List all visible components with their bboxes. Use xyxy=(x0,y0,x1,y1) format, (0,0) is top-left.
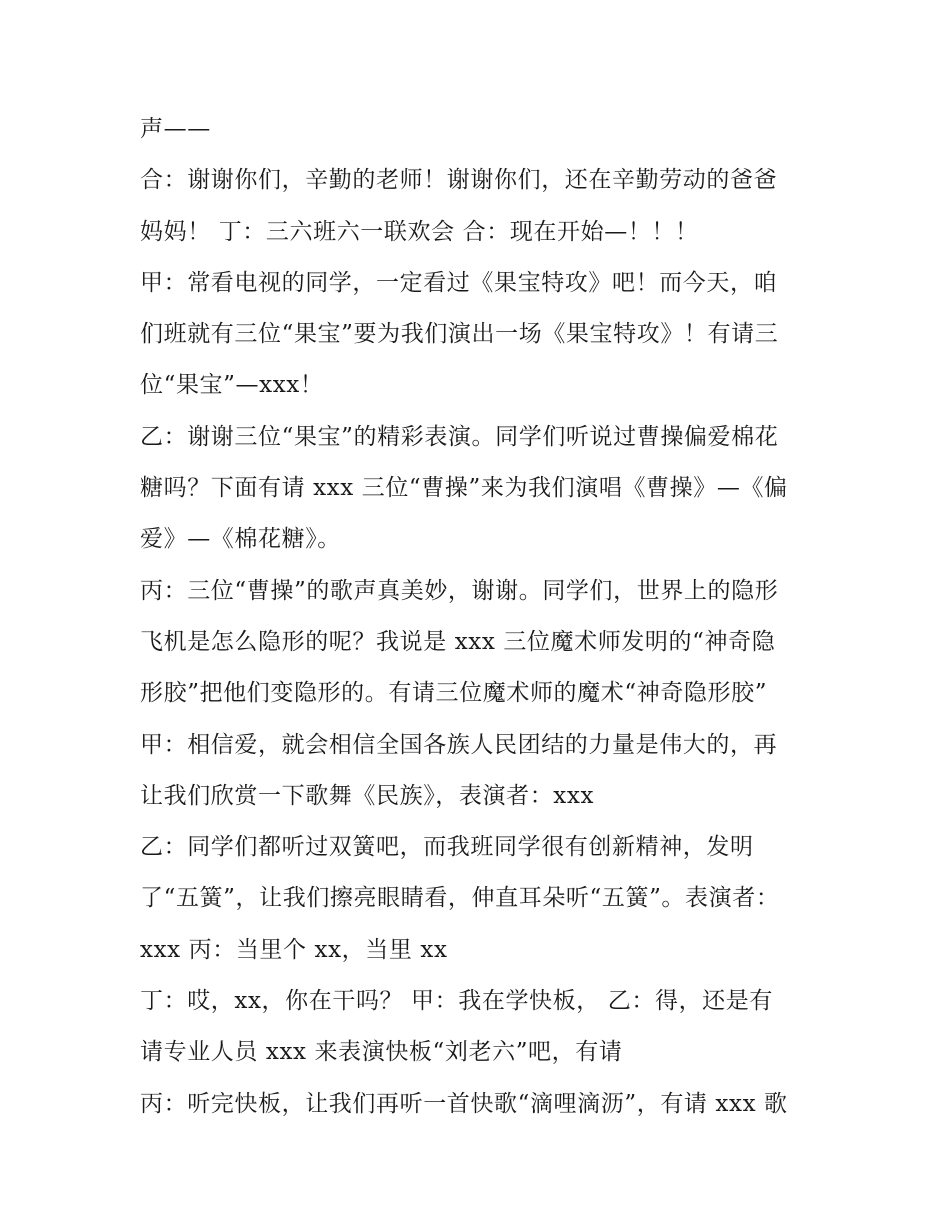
text-line: 爱》—《棉花糖》。 xyxy=(140,526,341,553)
text-line: 们班就有三位“果宝”要为我们演出一场《果宝特攻》！有请三 xyxy=(140,321,779,348)
text-line: 位“果宝”—xxx！ xyxy=(140,372,324,399)
text-line: 糖吗？下面有请 xxx 三位“曹操”来为我们演唱《曹操》—《偏 xyxy=(140,475,788,502)
text-line: 乙：谢谢三位“果宝”的精彩表演。同学们听说过曹操偏爱棉花 xyxy=(140,423,779,450)
text-line: 让我们欣赏一下歌舞《民族》，表演者：xxx xyxy=(140,782,595,809)
text-line: 乙：同学们都听过双簧吧，而我班同学很有创新精神，发明 xyxy=(140,834,754,861)
text-line: 丙：三位“曹操”的歌声真美妙，谢谢。同学们，世界上的隐形 xyxy=(140,577,779,604)
text-line: 形胶”把他们变隐形的。有请三位魔术师的魔术“神奇隐形胶” xyxy=(140,680,768,707)
text-line: 甲：常看电视的同学，一定看过《果宝特攻》吧！而今天，咱 xyxy=(140,269,778,296)
text-line: 丙：听完快板，让我们再听一首快歌“滴哩滴沥”，有请 xxx 歌 xyxy=(140,1090,788,1117)
text-line: 声—— xyxy=(140,116,211,142)
text-line: 甲：相信爱，就会相信全国各族人民团结的力量是伟大的，再 xyxy=(140,731,778,758)
text-line: 合：谢谢你们，辛勤的老师！谢谢你们，还在辛勤劳动的爸爸 xyxy=(140,167,778,194)
text-line: 请专业人员 xxx 来表演快板“刘老六”吧，有请 xyxy=(140,1039,623,1066)
text-line: 了“五簧”，让我们擦亮眼睛看，伸直耳朵听“五簧”。表演者： xyxy=(140,885,780,912)
text-line: 妈妈！ 丁：三六班六一联欢会 合：现在开始—！！！ xyxy=(140,218,699,245)
text-line: 飞机是怎么隐形的呢？我说是 xxx 三位魔术师发明的“神奇隐 xyxy=(140,628,776,655)
text-line: 丁：哎，xx，你在干吗？ 甲：我在学快板， 乙：得，还是有 xyxy=(140,988,773,1015)
text-line: xxx 丙：当里个 xx，当里 xx xyxy=(140,936,448,963)
document-text xyxy=(140,110,820,1136)
